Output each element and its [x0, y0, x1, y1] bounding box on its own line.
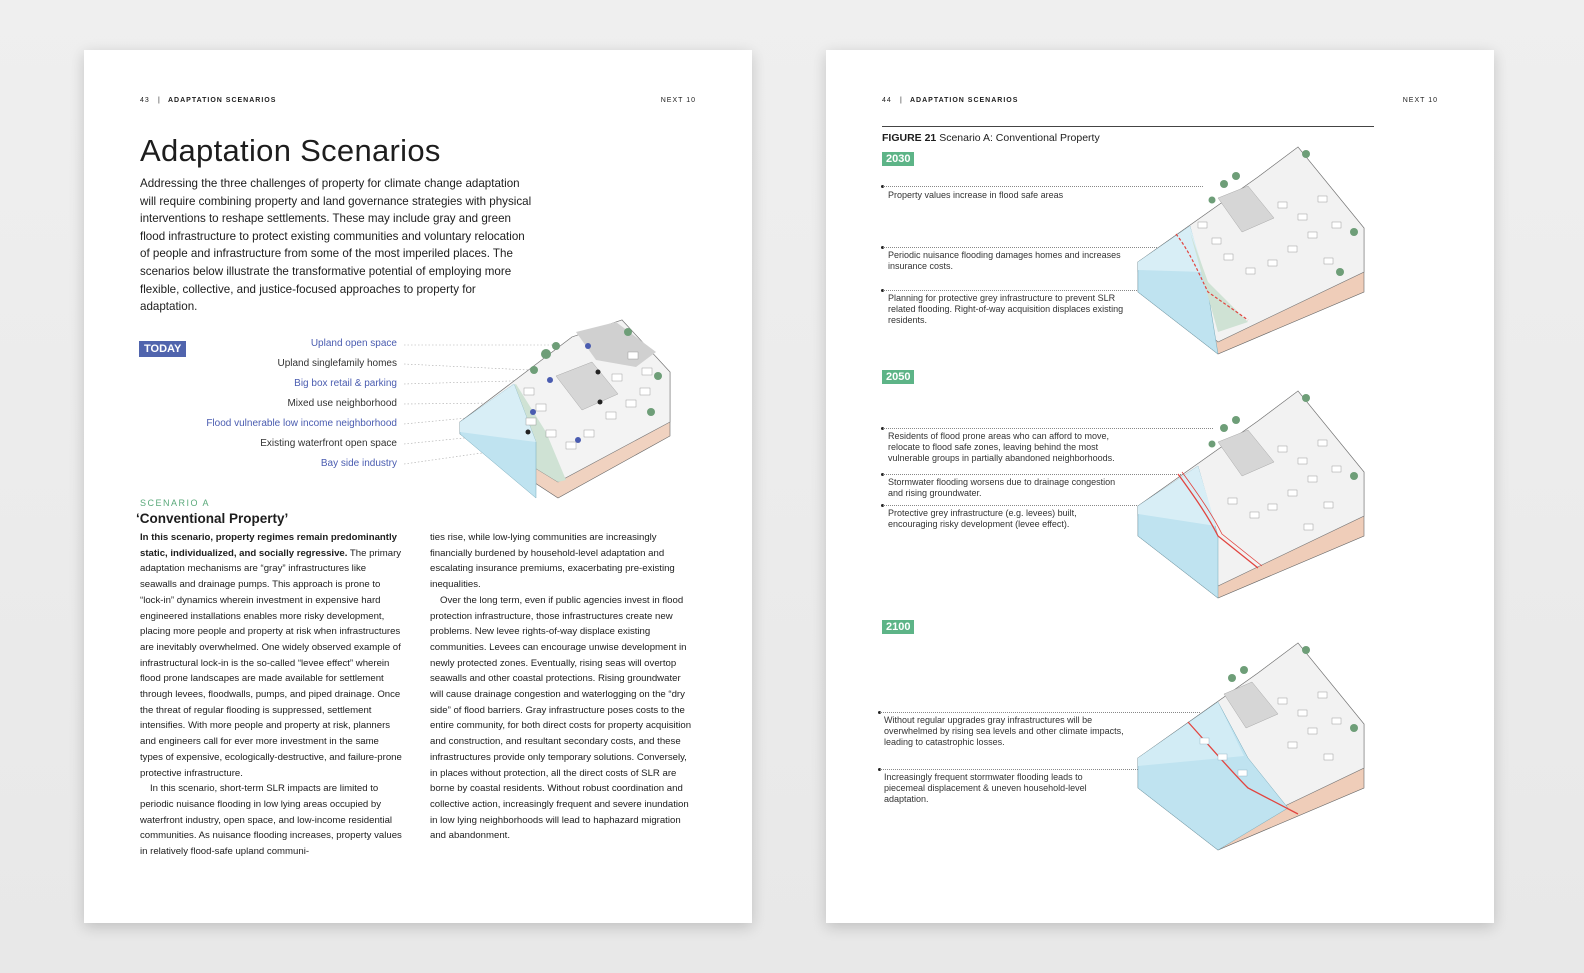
publication-name: NEXT 10 [1402, 97, 1438, 104]
scenario-title: ‘Conventional Property’ [136, 511, 289, 526]
note-2030-1: Property values increase in flood safe areas [888, 190, 1064, 200]
figure-label: FIGURE 21 [882, 132, 937, 144]
header-separator: | [158, 97, 161, 104]
page-title: Adaptation Scenarios [140, 133, 441, 168]
diagram-2050 [1128, 386, 1378, 604]
diagram-2030 [1128, 142, 1378, 360]
text-column-left [140, 530, 402, 860]
page-header [882, 97, 1438, 109]
year-tag-2030: 2030 [882, 152, 914, 166]
page-header [140, 97, 696, 109]
paragraph-2: In this scenario, short-term SLR impacts are limited to periodic nuisance flooding in low lying areas occupied by waterfront industry, open space, and low-income residential communities. As nuisance flooding increases, property values in relatively flood-safe upland communi- [140, 783, 402, 858]
legend-big-box-retail: Big box retail & parking [294, 378, 397, 389]
paragraph-4: Over the long term, even if public agencies invest in flood protection infrastructure, those infrastructures create new problems. New levee rights-of-way displace existing communities. Levees can encourage unwise development in newly protected zones. Eventually, rising seas will overtop seawalls and other coastal protections. Rising groundwater will cause drainage congestion and waterlogging on the “dry side” of flood barriers. Gray infrastructure poses costs to the entire community, for both direct costs for property acquisition and construction, and resultant secondary costs, and these infrastructures provide only temporary solutions. Conversely, in places without protection, all the direct costs of SLR are borne by coastal residents. Without robust coordination and collective action, increasingly frequent and severe inundation in low lying neighborhoods will lead to haphazard migration and abandonment. [430, 594, 692, 842]
note-2050-2: Stormwater flooding worsens due to drainage congestion and rising groundwater. [888, 477, 1116, 498]
legend-upland-homes: Upland singlefamily homes [277, 358, 397, 369]
intro-paragraph: Addressing the three challenges of property for climate change adaptation will require combining property and land governance strategies with physical interventions to reshape settlements. These may include gray and green flood infrastructure to protect existing communities and voluntary relocation of people and infrastructure from some of the most imperiled places. The scenarios below illustrate the transformative potential of employing more flexible, collective, and justice-focused approaches to property for adaptation. [140, 177, 532, 314]
note-2050-3: Protective grey infrastructure (e.g. levees) built, encouraging risky development (levee effect). [888, 508, 1077, 529]
scenario-label: SCENARIO A [140, 498, 211, 508]
diagram-2100 [1128, 638, 1378, 856]
legend-mixed-use: Mixed use neighborhood [287, 398, 397, 409]
header-separator: | [900, 97, 903, 104]
paragraph-1: The primary adaptation mechanisms are “gray” infrastructures like seawalls and drainage pumps. This approach is prone to “lock-in” dynamics wherein investment in expensive hard engineered installations enables more risky development, placing more people and property at risk when infrastructures are inevitably overwhelmed. One widely observed example of infrastructural lock-in is the so-called “levee effect” wherein flood prone landscapes are made available for settlement through levees, floodwalls, pumps, and piped drainage. Once the threat of regular flooding is suppressed, settlement intensifies. With more people and property at risk, planners and engineers call for ever more investment in the same types of expensive, ecologically-destructive, and failure-prone protective infrastructure. [140, 547, 402, 779]
note-2030-2: Periodic nuisance flooding damages homes and increases insurance costs. [888, 250, 1121, 271]
figure-caption: Scenario A: Conventional Property [939, 132, 1100, 144]
year-tag-2100: 2100 [882, 620, 914, 634]
page-right [826, 50, 1494, 923]
year-tag-2050: 2050 [882, 370, 914, 384]
section-name: ADAPTATION SCENARIOS [910, 97, 1019, 104]
today-tag: TODAY [139, 341, 186, 357]
note-2100-1: Without regular upgrades gray infrastructures will be overwhelmed by rising sea levels and other climate impacts, leading to catastrophic losses. [884, 715, 1124, 747]
note-2030-3: Planning for protective grey infrastructure to prevent SLR related flooding. Right-of-way acquisition displaces existing residents. [888, 293, 1124, 325]
note-2100-2: Increasingly frequent stormwater flooding leads to piecemeal displacement & uneven household-level adaptation. [884, 772, 1087, 804]
page-left [84, 50, 752, 923]
figure-title [882, 132, 1100, 144]
legend-upland-open-space: Upland open space [310, 338, 397, 349]
note-2050-1: Residents of flood prone areas who can afford to move, relocate to flood safe zones, leaving behind the most vulnerable groups in partially abandoned neighborhoods. [888, 431, 1115, 463]
figure-rule [882, 126, 1374, 127]
legend-bay-side-industry: Bay side industry [320, 458, 397, 469]
paragraph-3: ties rise, while low-lying communities are increasingly financially burdened by household-level adaptation and escalating insurance premiums, exacerbating pre-existing inequalities. [430, 532, 675, 591]
today-diagram [396, 312, 696, 512]
scenario-lead-sentence: In this scenario, property regimes remain predominantly static, individualized, and socially regressive. [140, 532, 397, 559]
legend-flood-vulnerable: Flood vulnerable low income neighborhood [206, 418, 397, 429]
legend-waterfront-open-space: Existing waterfront open space [260, 438, 397, 449]
page-number: 44 [882, 97, 892, 104]
page-number: 43 [140, 97, 150, 104]
publication-name: NEXT 10 [660, 97, 696, 104]
section-name: ADAPTATION SCENARIOS [168, 97, 277, 104]
text-column-right [430, 530, 692, 844]
